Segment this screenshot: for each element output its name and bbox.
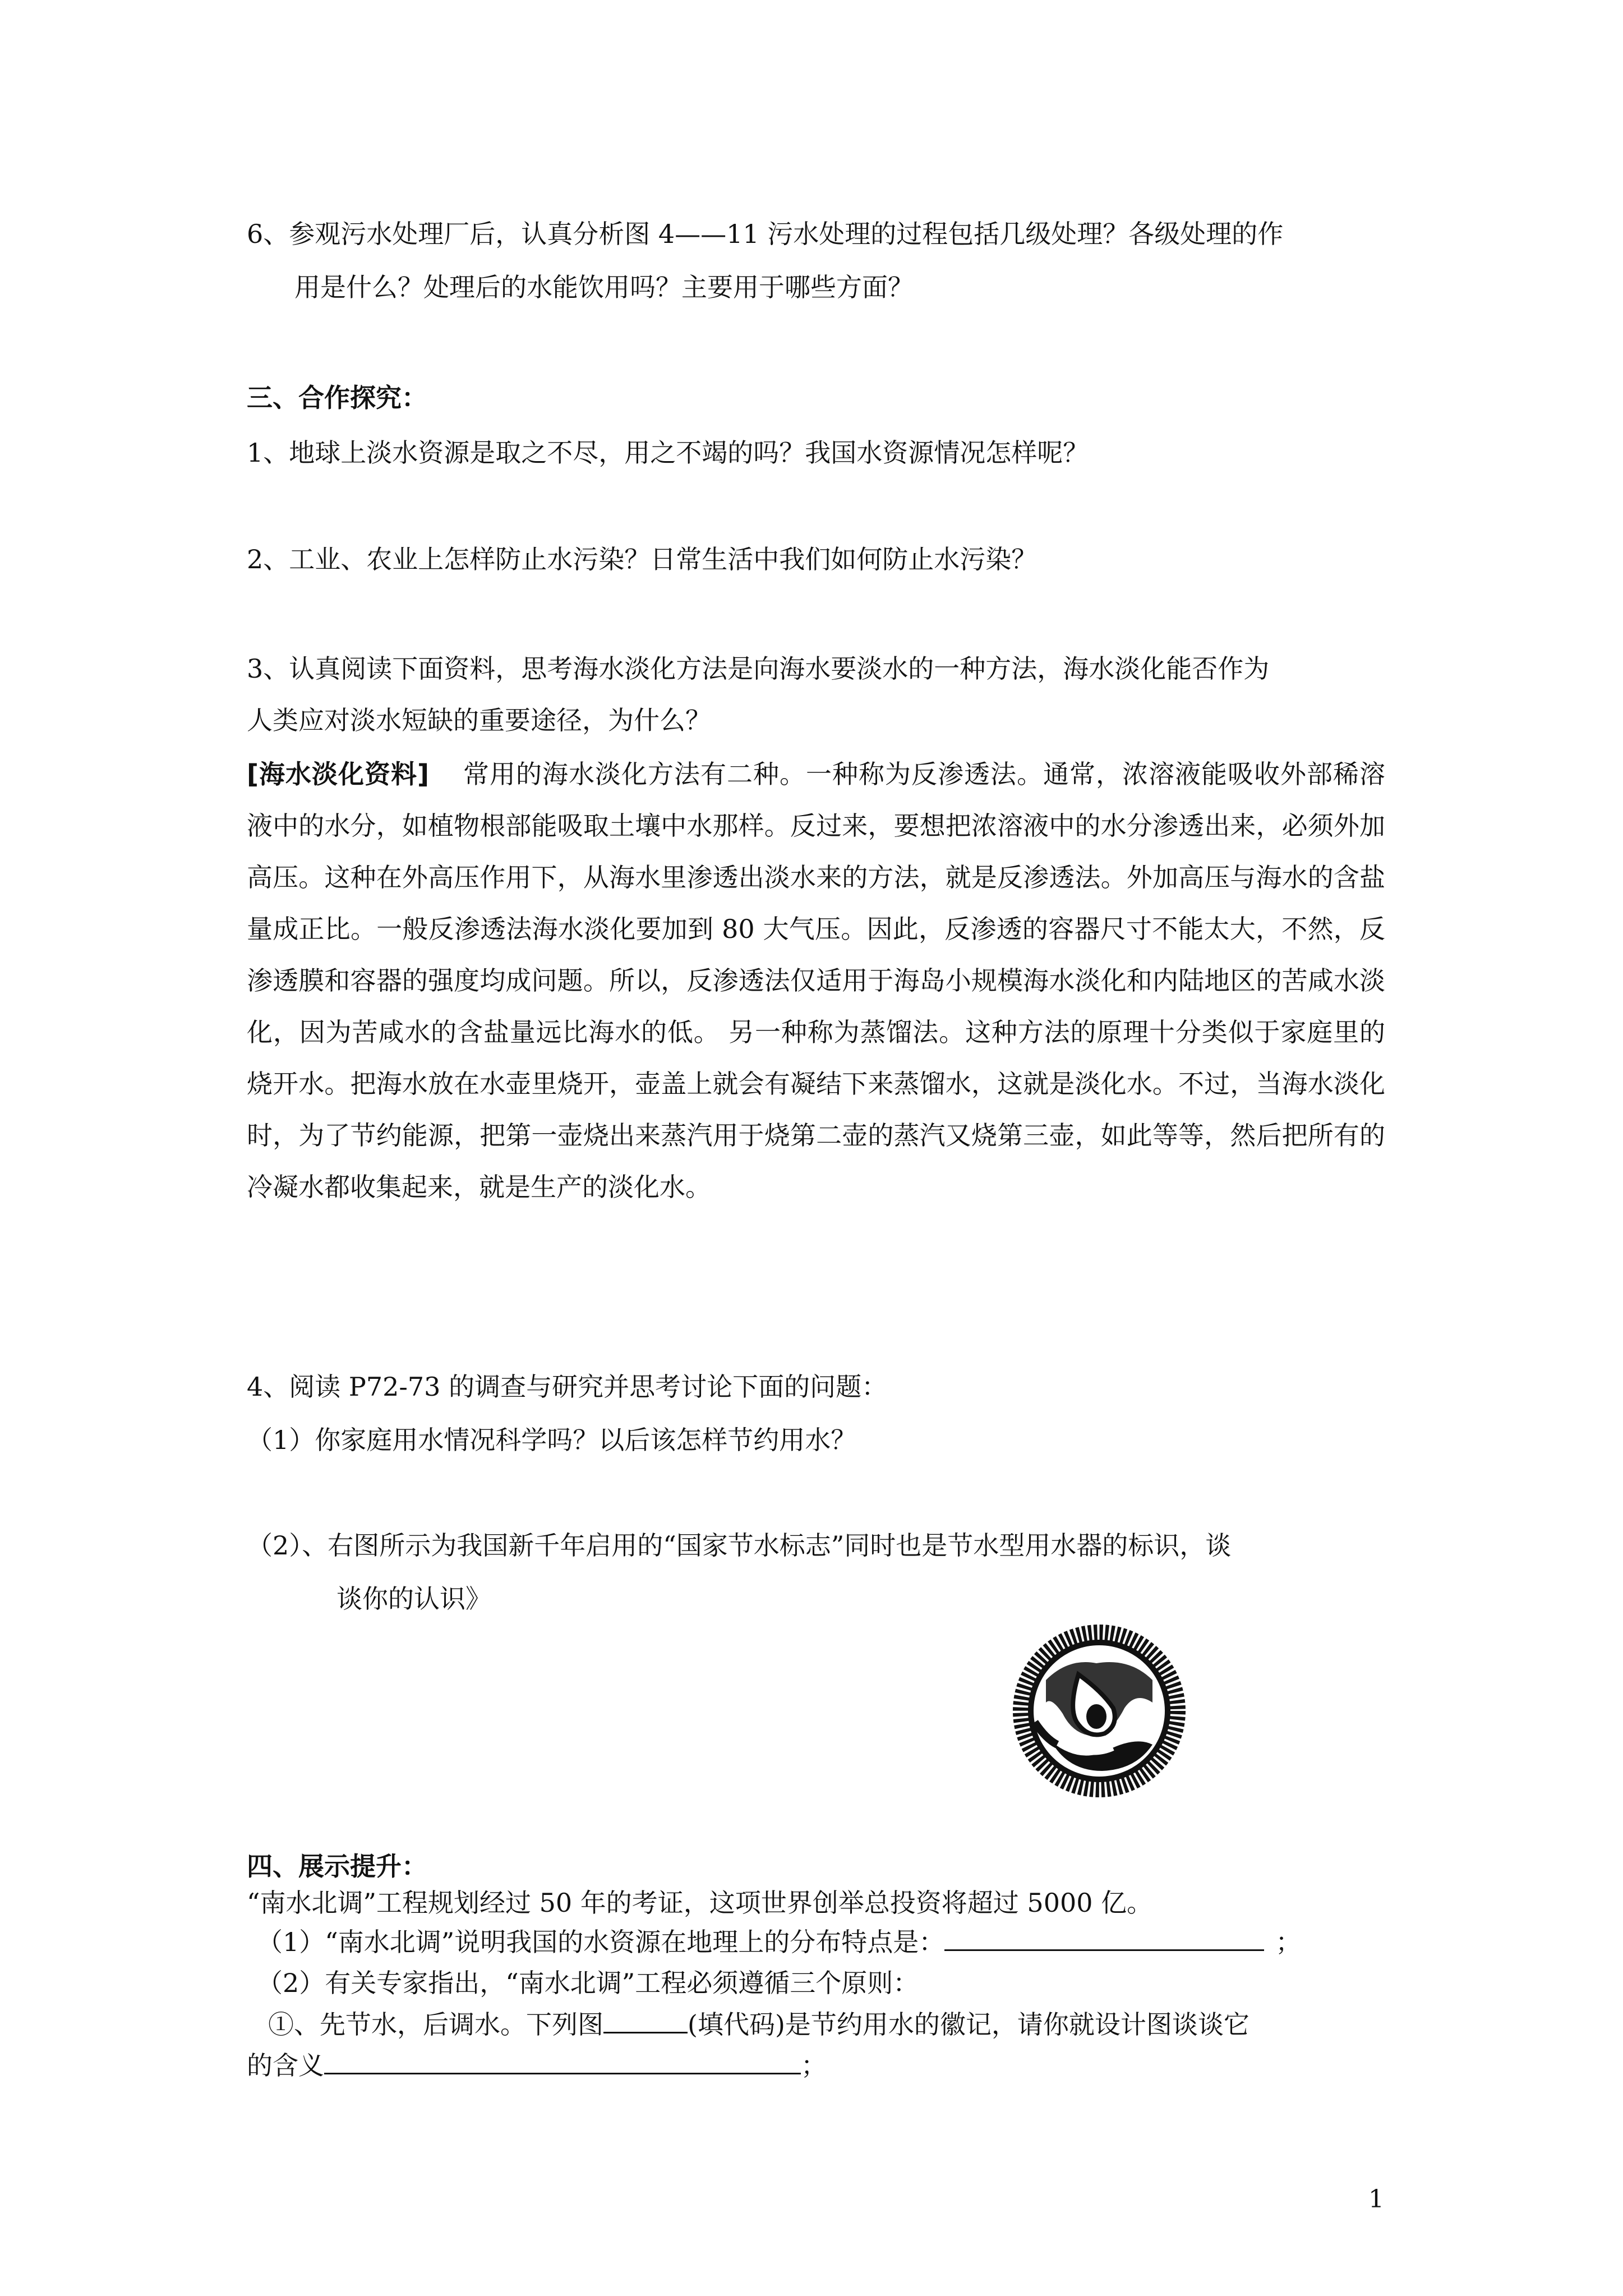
s1-end: ；: [1275, 1927, 1302, 1957]
section3-q4-1: （1）你家庭用水情况科学吗？以后该怎样节约用水？: [247, 1425, 857, 1455]
s3-text-b: (填代码)是节约用水的徽记，请你就设计图谈谈它: [688, 2009, 1249, 2040]
s3-code-blank[interactable]: [603, 2004, 688, 2033]
section3-q3-line1: 3、认真阅读下面资料，思考海水淡化方法是向海水要淡水的一种方法，海水淡化能否作为: [247, 654, 1270, 684]
s3-meaning-blank[interactable]: [324, 2045, 801, 2074]
material-label: [海水淡化资料]: [247, 759, 430, 789]
section3-q4-2-line2: 谈你的认识》: [336, 1584, 491, 1614]
section3-q4-2-line1: （2）、右图所示为我国新千年启用的“国家节水标志”同时也是节水型用水器的标识，谈: [247, 1530, 1232, 1561]
s3-text-a: ①、先节水，后调水。下列图: [268, 2009, 603, 2040]
s3-line2-text: 的含义: [247, 2050, 324, 2081]
page-number: 1: [1368, 2185, 1384, 2214]
section3-q4: 4、阅读 P72-73 的调查与研究并思考讨论下面的问题：: [247, 1372, 888, 1402]
s3-end: ；: [801, 2050, 827, 2081]
section4-s3-line2: [247, 2045, 827, 2086]
section3-title: 三、合作探究：: [247, 383, 427, 413]
material-text: 常用的海水淡化方法有二种。一种称为反渗透法。通常，浓溶液能吸收外部稀溶液中的水分，如植物根部能吸取土壤中水那样。反过来，要想把浓溶液中的水分渗透出来，必须外加高压。这种在外高压作用下，从海水里渗透出淡水来的方法，就是反渗透法。外加高压与海水的含盐量成正比。一般反渗透法海水淡化要加到 80 大气压。因此，反渗透的容器尺寸不能太大，不然，反渗透膜和容器的强度均成问题。所以，反渗透法仅适用于海岛小规模海水淡化和内陆地区的苦咸水淡化，因为苦咸水的含盐量远比海水的低。 另一种称为蒸馏法。这种方法的原理十分类似于家庭里的烧开水。把海水放在水壶里烧开，壶盖上就会有凝结下来蒸馏水，这就是淡化水。不过，当海水淡化时，为了节约能源，把第一壶烧出来蒸汽用于烧第二壶的蒸汽又烧第三壶，如此等等，然后把所有的冷凝水都收集起来，就是生产的淡化水。: [247, 759, 1386, 1202]
section4-s3-line1: [268, 2004, 1249, 2045]
section4-title: 四、展示提升：: [247, 1851, 427, 1881]
section3-q1: 1、地球上淡水资源是取之不尽，用之不竭的吗？我国水资源情况怎样呢？: [247, 438, 1089, 468]
material-paragraph: [247, 748, 1385, 1213]
section4-intro: “南水北调”工程规划经过 50 年的考证，这项世界创举总投资将超过 5000 亿。: [247, 1888, 1153, 1918]
water-saving-logo-icon: [1012, 1624, 1186, 1798]
section4-s2: （2）有关专家指出，“南水北调”工程必须遵循三个原则：: [257, 1968, 919, 1998]
section3-q3-line2: 人类应对淡水短缺的重要途径，为什么？: [247, 705, 711, 735]
s1-text: （1）“南水北调”说明我国的水资源在地理上的分布特点是：: [257, 1927, 945, 1957]
section3-q2: 2、工业、农业上怎样防止水污染？日常生活中我们如何防止水污染？: [247, 544, 1038, 574]
s1-answer-blank[interactable]: [944, 1921, 1264, 1951]
q6-line1: 6、参观污水处理厂后，认真分析图 4——11 污水处理的过程包括几级处理？各级处理的作: [247, 219, 1284, 249]
section4-s1: [257, 1921, 1301, 1963]
q6-line2: 用是什么？处理后的水能饮用吗？主要用于哪些方面？: [294, 272, 914, 302]
